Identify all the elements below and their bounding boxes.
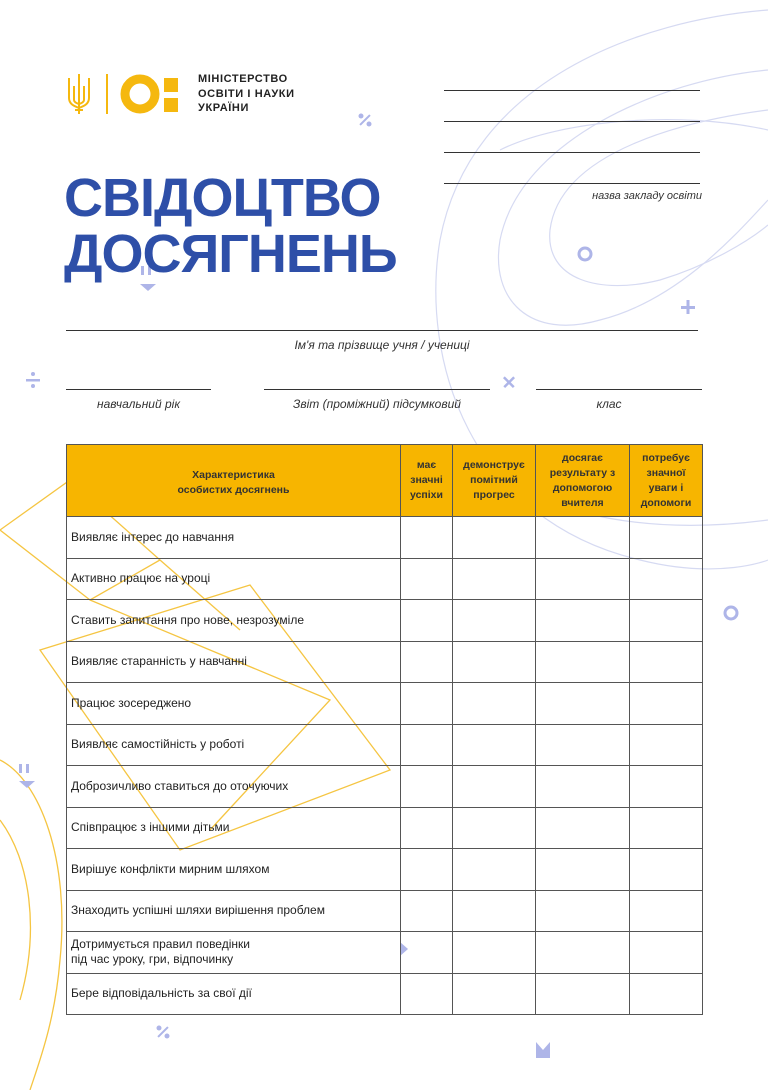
row-label <box>67 683 401 725</box>
header-col1-line: значні <box>410 474 443 486</box>
cell-significant-success[interactable] <box>401 973 453 1015</box>
cell-with-teacher-help[interactable] <box>536 724 630 766</box>
cell-significant-success[interactable] <box>401 558 453 600</box>
student-name-line[interactable] <box>66 330 698 331</box>
row-label-line: під час уроку, гри, відпочинку <box>71 952 234 967</box>
cell-notable-progress[interactable] <box>453 641 536 683</box>
row-label <box>67 932 401 974</box>
ministry-name-line2: ОСВІТИ І НАУКИ <box>198 87 295 100</box>
cell-with-teacher-help[interactable] <box>536 683 630 725</box>
cell-with-teacher-help[interactable] <box>536 558 630 600</box>
logo-separator <box>106 74 108 114</box>
table-row <box>67 724 703 766</box>
header-col3-line: результату з <box>549 466 616 479</box>
row-label <box>67 766 401 808</box>
school-year-line[interactable] <box>66 389 211 390</box>
cell-needs-attention[interactable] <box>630 558 703 600</box>
header-col3-line: допомогою <box>552 481 613 494</box>
cell-needs-attention[interactable] <box>630 890 703 932</box>
header-col2-line: помітний <box>470 474 518 486</box>
cell-notable-progress[interactable] <box>453 849 536 891</box>
cell-notable-progress[interactable] <box>453 807 536 849</box>
institution-caption: назва закладу освіти <box>592 190 702 202</box>
institution-line-3[interactable] <box>444 152 700 153</box>
institution-line-1[interactable] <box>444 90 700 91</box>
row-label-line: Виявляє інтерес до навчання <box>71 529 235 544</box>
row-label <box>67 890 401 932</box>
cell-notable-progress[interactable] <box>453 517 536 559</box>
trident-icon <box>66 72 92 116</box>
table-row <box>67 766 703 808</box>
cell-significant-success[interactable] <box>401 932 453 974</box>
table-header-row <box>67 445 703 517</box>
cell-significant-success[interactable] <box>401 807 453 849</box>
cell-with-teacher-help[interactable] <box>536 973 630 1015</box>
row-label-line: Доброзичливо ставиться до оточуючих <box>71 778 289 793</box>
cell-with-teacher-help[interactable] <box>536 600 630 642</box>
cell-notable-progress[interactable] <box>453 558 536 600</box>
header-col4-line: допомоги <box>640 496 692 509</box>
cell-with-teacher-help[interactable] <box>536 807 630 849</box>
cell-needs-attention[interactable] <box>630 724 703 766</box>
class-caption: клас <box>596 397 622 411</box>
cell-needs-attention[interactable] <box>630 766 703 808</box>
cell-notable-progress[interactable] <box>453 683 536 725</box>
report-type-line[interactable] <box>264 389 490 390</box>
header-col2-line: прогрес <box>473 489 515 501</box>
cell-notable-progress[interactable] <box>453 932 536 974</box>
header-characteristic <box>67 445 401 517</box>
cell-needs-attention[interactable] <box>630 683 703 725</box>
header-characteristic-line2: особистих досягнень <box>177 483 290 496</box>
row-label <box>67 641 401 683</box>
row-label-line: Працює зосереджено <box>71 695 192 710</box>
title-line1: СВІДОЦТВО <box>64 168 381 228</box>
table-row <box>67 558 703 600</box>
cell-significant-success[interactable] <box>401 890 453 932</box>
ministry-name-line1: МІНІСТЕРСТВО <box>198 73 288 86</box>
row-label <box>67 973 401 1015</box>
cell-with-teacher-help[interactable] <box>536 932 630 974</box>
header-col3-line: вчителя <box>561 496 604 509</box>
cell-with-teacher-help[interactable] <box>536 890 630 932</box>
header-needs-attention <box>630 445 703 517</box>
report-type-caption: Звіт (проміжний) підсумковий <box>293 397 461 411</box>
ministry-logo <box>66 70 295 118</box>
header-col4-line: потребує <box>642 451 690 464</box>
cell-needs-attention[interactable] <box>630 849 703 891</box>
header-col3-line: досягає <box>562 451 603 464</box>
table-row <box>67 973 703 1015</box>
page-title <box>64 170 397 282</box>
cell-needs-attention[interactable] <box>630 517 703 559</box>
title-line2: ДОСЯГНЕНЬ <box>64 224 397 284</box>
row-label-line: Знаходить успішні шляхи вирішення проблем <box>71 903 325 918</box>
cell-significant-success[interactable] <box>401 517 453 559</box>
cell-notable-progress[interactable] <box>453 890 536 932</box>
cell-notable-progress[interactable] <box>453 724 536 766</box>
cell-significant-success[interactable] <box>401 766 453 808</box>
row-label-line: Активно працює на уроці <box>71 571 211 586</box>
cell-needs-attention[interactable] <box>630 973 703 1015</box>
header-with-teacher-help <box>536 445 630 517</box>
row-label-line: Дотримується правил поведінки <box>71 937 250 952</box>
cell-significant-success[interactable] <box>401 600 453 642</box>
header-col1-line: має <box>416 459 437 471</box>
cell-significant-success[interactable] <box>401 849 453 891</box>
header-col4-line: значної <box>646 466 686 479</box>
ministry-name <box>198 72 295 116</box>
student-name-caption: Ім'я та прізвище учня / учениці <box>294 338 470 352</box>
cell-significant-success[interactable] <box>401 683 453 725</box>
table-row <box>67 600 703 642</box>
cell-with-teacher-help[interactable] <box>536 849 630 891</box>
school-year-caption: навчальний рік <box>97 397 180 411</box>
institution-line-2[interactable] <box>444 121 700 122</box>
header-col2-line: демонструє <box>463 459 525 471</box>
table-row <box>67 683 703 725</box>
row-label-line: Ставить запитання про нове, незрозуміле <box>71 612 304 627</box>
row-label-line: Виявляє старанність у навчанні <box>71 654 247 669</box>
row-label-line: Бере відповідальність за свої дії <box>71 986 252 1001</box>
header-notable-progress <box>453 445 536 517</box>
table-row <box>67 641 703 683</box>
cell-needs-attention[interactable] <box>630 932 703 974</box>
cell-notable-progress[interactable] <box>453 973 536 1015</box>
cell-with-teacher-help[interactable] <box>536 517 630 559</box>
class-line[interactable] <box>536 389 702 390</box>
row-label <box>67 600 401 642</box>
row-label <box>67 517 401 559</box>
row-label <box>67 558 401 600</box>
row-label <box>67 724 401 766</box>
table-row <box>67 517 703 559</box>
row-label <box>67 807 401 849</box>
table-row <box>67 849 703 891</box>
table-row <box>67 890 703 932</box>
cell-needs-attention[interactable] <box>630 600 703 642</box>
cell-with-teacher-help[interactable] <box>536 641 630 683</box>
cell-needs-attention[interactable] <box>630 807 703 849</box>
row-label-line: Співпрацює з іншими дітьми <box>71 820 230 835</box>
row-label-line: Виявляє самостійність у роботі <box>71 737 245 752</box>
header-col4-line: уваги і <box>648 481 684 494</box>
achievements-table <box>66 444 703 1015</box>
header-col1-line: успіхи <box>410 489 443 501</box>
table-row <box>67 807 703 849</box>
header-characteristic-line1: Характеристика <box>192 468 275 481</box>
ministry-name-line3: УКРАЇНИ <box>198 102 249 115</box>
table-row <box>67 932 703 974</box>
cell-significant-success[interactable] <box>401 641 453 683</box>
ministry-logo-mark <box>120 72 190 116</box>
header-significant-success <box>401 445 453 517</box>
row-label-line: Вирішує конфлікти мирним шляхом <box>71 861 270 876</box>
institution-line-4[interactable] <box>444 183 700 184</box>
cell-needs-attention[interactable] <box>630 641 703 683</box>
row-label <box>67 849 401 891</box>
cell-significant-success[interactable] <box>401 724 453 766</box>
cell-with-teacher-help[interactable] <box>536 766 630 808</box>
cell-notable-progress[interactable] <box>453 600 536 642</box>
cell-notable-progress[interactable] <box>453 766 536 808</box>
